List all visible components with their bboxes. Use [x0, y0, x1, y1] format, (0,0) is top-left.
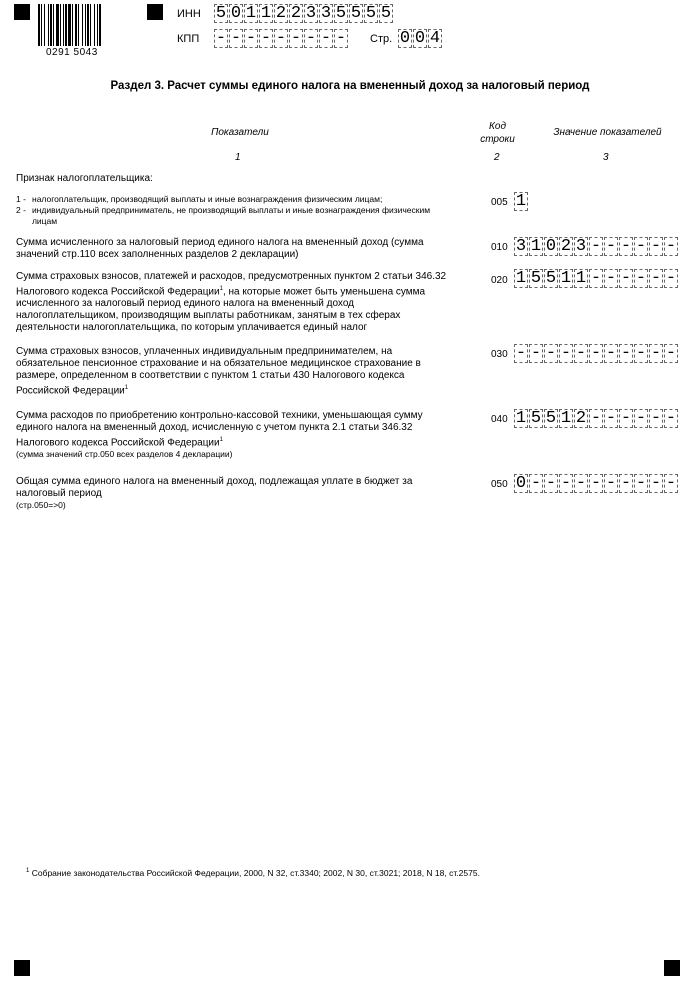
character-cell[interactable]: 1	[515, 269, 527, 288]
row-005-option-2	[16, 205, 456, 227]
option-2-text: индивидуальный предприниматель, не производящий выплаты и иные вознаграждения физическим лицам	[31, 205, 431, 226]
character-cell[interactable]: -	[590, 344, 602, 363]
row-050-code: 050	[491, 479, 508, 490]
row-040-code: 040	[491, 414, 508, 425]
row-050-text	[16, 476, 446, 512]
character-cell[interactable]: -	[605, 237, 617, 256]
character-cell[interactable]: -	[620, 344, 632, 363]
footnote-text: Собрание законодательства Российской Федерации, 2000, N 32, ст.3340; 2002, N 30, ст.3021; 2018, N 18, ст.2575.	[31, 868, 480, 878]
character-cell[interactable]: 1	[530, 237, 542, 256]
row-050-note: (стр.050=>0)	[16, 500, 66, 510]
option-2-number: 2 -	[16, 205, 26, 215]
character-cell[interactable]: -	[650, 474, 662, 493]
character-cell[interactable]: -	[650, 237, 662, 256]
character-cell[interactable]: -	[650, 269, 662, 288]
character-cell[interactable]: 5	[545, 269, 557, 288]
character-cell[interactable]: 5	[380, 4, 392, 23]
row-005-options	[16, 194, 456, 227]
character-cell[interactable]: -	[260, 29, 272, 48]
character-cell[interactable]: -	[605, 409, 617, 428]
character-cell[interactable]: 5	[530, 269, 542, 288]
kpp-label: КПП	[177, 33, 200, 45]
character-cell[interactable]: 1	[515, 192, 527, 211]
character-cell[interactable]: 0	[230, 4, 242, 23]
column-header-code	[475, 120, 520, 146]
character-cell[interactable]: -	[620, 409, 632, 428]
character-cell[interactable]: 5	[365, 4, 377, 23]
character-cell[interactable]: -	[665, 344, 677, 363]
corner-marker-top-left	[14, 4, 30, 20]
character-cell[interactable]: -	[605, 474, 617, 493]
character-cell[interactable]: -	[665, 474, 677, 493]
barcode-bars	[38, 4, 133, 46]
inn-label: ИНН	[177, 8, 201, 20]
character-cell[interactable]: 5	[545, 409, 557, 428]
column-number-2: 2	[494, 152, 500, 163]
column-number-1: 1	[235, 152, 241, 163]
row-005-title: Признак налогоплательщика:	[16, 173, 153, 184]
column-header-code-line1: Код	[489, 121, 506, 132]
row-040-text	[16, 410, 451, 461]
row-020-value-field[interactable]	[514, 269, 679, 288]
column-header-value: Значение показателей	[553, 127, 662, 138]
character-cell[interactable]: 2	[575, 409, 587, 428]
row-040-value-field[interactable]	[514, 409, 679, 428]
row-005-value-field[interactable]	[514, 192, 529, 211]
character-cell[interactable]: -	[650, 409, 662, 428]
character-cell[interactable]: -	[590, 269, 602, 288]
row-030-footnote-ref: 1	[124, 385, 129, 391]
barcode-number: 0291 5043	[46, 47, 98, 58]
character-cell[interactable]: 5	[530, 409, 542, 428]
character-cell[interactable]: 2	[275, 4, 287, 23]
row-020-text-b: , на которые может быть уменьшена сумма исчисленного за налоговый период единого налога на вмененный доход налогоплательщиком, производящим выплаты работникам, занятым в тех сферах деятельности налогоплательщика, по которым уплачивается единый налог	[16, 286, 426, 334]
character-cell[interactable]: -	[590, 409, 602, 428]
character-cell[interactable]: 0	[414, 29, 426, 48]
corner-marker-bottom-left	[14, 960, 30, 976]
character-cell[interactable]: -	[635, 237, 647, 256]
character-cell[interactable]: -	[515, 344, 527, 363]
character-cell[interactable]: -	[620, 269, 632, 288]
column-header-indicators: Показатели	[211, 127, 269, 138]
character-cell[interactable]: 0	[515, 474, 527, 493]
character-cell[interactable]: -	[635, 409, 647, 428]
corner-marker-top-mid	[147, 4, 163, 20]
character-cell[interactable]: -	[230, 29, 242, 48]
character-cell[interactable]: -	[575, 474, 587, 493]
character-cell[interactable]: -	[635, 269, 647, 288]
corner-marker-bottom-right	[664, 960, 680, 976]
character-cell[interactable]: -	[290, 29, 302, 48]
character-cell[interactable]: -	[215, 29, 227, 48]
row-040-text-body: Сумма расходов по приобретению контрольно-кассовой техники, уменьшающая сумму единого налога на вмененный доход, исчисленную с учетом пункта 2.1 статьи 346.32 Налогового кодекса Российской Федерации	[16, 410, 423, 449]
character-cell[interactable]: -	[530, 474, 542, 493]
row-050-text-body: Общая сумма единого налога на вмененный доход, подлежащая уплате в бюджет за налоговый период	[16, 476, 413, 499]
row-020-code: 020	[491, 275, 508, 286]
row-050-value-field[interactable]	[514, 474, 679, 493]
row-040-note: (сумма значений стр.050 всех разделов 4 декларации)	[16, 449, 233, 460]
character-cell[interactable]: -	[635, 344, 647, 363]
character-cell[interactable]: 0	[399, 29, 411, 48]
character-cell[interactable]: -	[545, 344, 557, 363]
character-cell[interactable]: -	[305, 29, 317, 48]
row-030-code: 030	[491, 349, 508, 360]
character-cell[interactable]: -	[530, 344, 542, 363]
character-cell[interactable]: 1	[560, 409, 572, 428]
character-cell[interactable]: -	[560, 474, 572, 493]
row-010-value-field[interactable]	[514, 237, 679, 256]
character-cell[interactable]: 4	[429, 29, 441, 48]
row-030-text	[16, 346, 451, 397]
character-cell[interactable]: -	[545, 474, 557, 493]
character-cell[interactable]: -	[335, 29, 347, 48]
column-header-code-line2: строки	[480, 134, 515, 145]
character-cell[interactable]: 1	[260, 4, 272, 23]
character-cell[interactable]: 3	[320, 4, 332, 23]
page-number-field[interactable]	[398, 29, 443, 48]
character-cell[interactable]: 3	[575, 237, 587, 256]
character-cell[interactable]: -	[575, 344, 587, 363]
character-cell[interactable]: -	[650, 344, 662, 363]
kpp-field[interactable]	[214, 29, 349, 48]
character-cell[interactable]: -	[620, 237, 632, 256]
column-number-3: 3	[603, 152, 609, 163]
row-020-text	[16, 271, 456, 334]
character-cell[interactable]: -	[665, 237, 677, 256]
row-005-code: 005	[491, 197, 508, 208]
row-010-code: 010	[491, 242, 508, 253]
character-cell[interactable]: 1	[560, 269, 572, 288]
row-020-footnote-ref: 1	[219, 286, 223, 292]
character-cell[interactable]: -	[275, 29, 287, 48]
character-cell[interactable]: 5	[215, 4, 227, 23]
character-cell[interactable]: -	[320, 29, 332, 48]
option-1-text: налогоплательщик, производящий выплаты и иные вознаграждения физическим лицам;	[32, 194, 383, 204]
inn-field[interactable]	[214, 4, 394, 23]
character-cell[interactable]: -	[605, 269, 617, 288]
character-cell[interactable]: -	[665, 409, 677, 428]
character-cell[interactable]: 0	[545, 237, 557, 256]
character-cell[interactable]: 2	[290, 4, 302, 23]
character-cell[interactable]: -	[590, 237, 602, 256]
character-cell[interactable]: -	[620, 474, 632, 493]
character-cell[interactable]: 1	[245, 4, 257, 23]
row-005-option-1	[16, 194, 456, 205]
footnote	[26, 868, 480, 878]
character-cell[interactable]: 1	[515, 409, 527, 428]
page-label: Стр.	[370, 33, 393, 45]
character-cell[interactable]: -	[245, 29, 257, 48]
row-030-value-field[interactable]	[514, 344, 679, 363]
row-030-text-body: Сумма страховых взносов, уплаченных индивидуальным предпринимателем, на обязательное пенсионное страхование и на обязательное медицинское страхование в размере, определенном в соответствии с пунктом 1 статьи 430 Налогового кодекса Российской Федерации	[16, 346, 421, 397]
row-010-text: Сумма исчисленного за налоговый период единого налога на вмененный доход (сумма значений стр.110 всех заполненных разделов 2 декларации)	[16, 237, 424, 260]
character-cell[interactable]: -	[605, 344, 617, 363]
option-1-number: 1 -	[16, 194, 26, 204]
character-cell[interactable]: 1	[575, 269, 587, 288]
character-cell[interactable]: -	[590, 474, 602, 493]
section-title: Раздел 3. Расчет суммы единого налога на вмененный доход за налоговый период	[110, 80, 590, 92]
character-cell[interactable]: 2	[560, 237, 572, 256]
character-cell[interactable]: -	[635, 474, 647, 493]
footnote-marker: 1	[26, 868, 30, 875]
character-cell[interactable]: 3	[515, 237, 527, 256]
character-cell[interactable]: -	[665, 269, 677, 288]
character-cell[interactable]: 3	[305, 4, 317, 23]
row-040-footnote-ref: 1	[219, 437, 223, 443]
character-cell[interactable]: -	[560, 344, 572, 363]
row-020-text-a: Сумма страховых взносов, платежей и расходов, предусмотренных пунктом 2 статьи 346.32 Налогового кодекса Российской Федерации	[16, 271, 447, 298]
barcode	[38, 4, 133, 58]
character-cell[interactable]: 5	[335, 4, 347, 23]
character-cell[interactable]: 5	[350, 4, 362, 23]
